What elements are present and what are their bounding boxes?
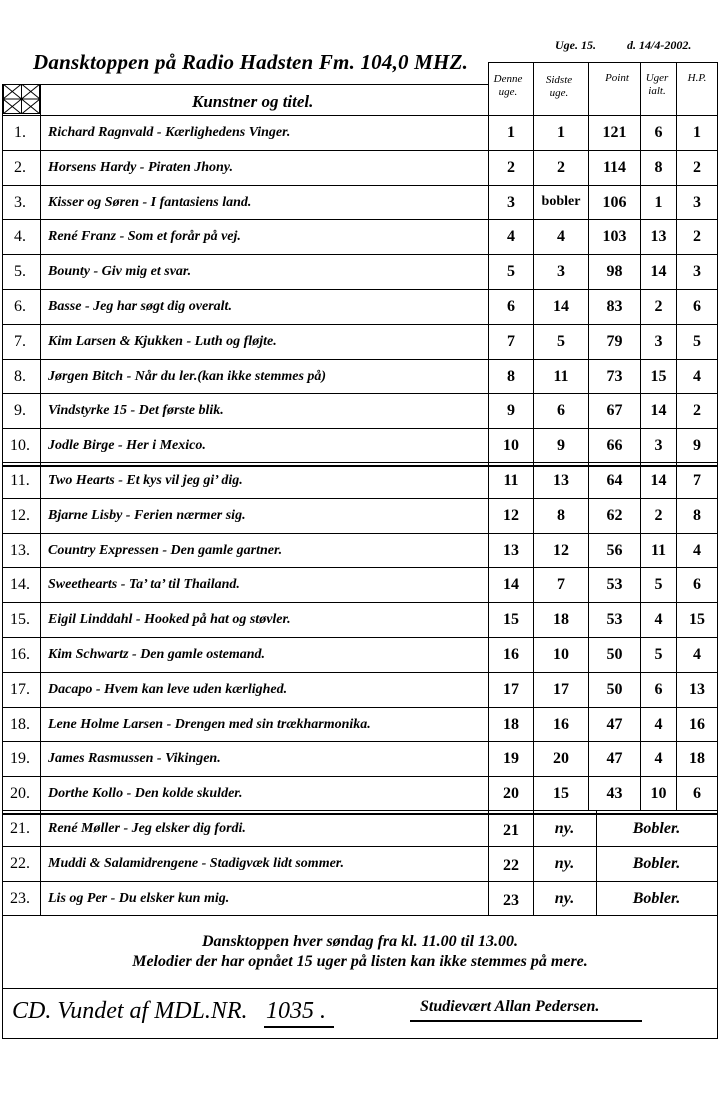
cd-winner-label: CD. Vundet af MDL.NR.: [12, 998, 248, 1024]
song-title: Basse - Jeg har søgt dig overalt.: [48, 299, 232, 314]
points-value: 114: [602, 159, 627, 176]
last-week-position: bobler: [541, 194, 581, 209]
this-week-position: 2: [507, 159, 515, 176]
last-week-position: 14: [553, 298, 569, 315]
this-week-position: 3: [507, 194, 515, 211]
last-week-position: 18: [553, 611, 569, 628]
this-week-position: 21: [503, 822, 519, 839]
last-week-position: 10: [553, 646, 569, 663]
bubbler-status: Bobler.: [632, 820, 681, 837]
points-value: 50: [606, 646, 623, 663]
points-value: 53: [606, 611, 623, 628]
last-week-position: 16: [553, 716, 569, 733]
rank-number: 21.: [10, 820, 30, 837]
last-week-position: 4: [557, 228, 565, 245]
song-title: Two Hearts - Et kys vil jeg gi’ dig.: [48, 473, 243, 488]
points-value: 67: [606, 402, 623, 419]
song-title: Kisser og Søren - I fantasiens land.: [48, 195, 252, 210]
points-value: 73: [606, 368, 623, 385]
points-value: 98: [606, 263, 623, 280]
rank-number: 3.: [14, 194, 26, 211]
highest-position-value: 16: [689, 716, 705, 733]
song-title: Lene Holme Larsen - Drengen med sin trækharmonika.: [48, 717, 371, 732]
highest-position-value: 7: [693, 472, 701, 489]
this-week-position: 22: [503, 857, 519, 874]
song-title: Jodle Birge - Her i Mexico.: [48, 438, 206, 453]
weeks-total-value: 5: [654, 576, 663, 593]
rank-number: 6.: [14, 298, 26, 315]
last-week-position: 13: [553, 472, 569, 489]
weeks-total-value: 4: [654, 716, 663, 733]
highest-position-value: 2: [693, 159, 701, 176]
last-week-new-label: ny.: [554, 855, 575, 872]
rank-number: 10.: [10, 437, 30, 454]
points-value: 106: [602, 194, 627, 211]
col-points-header: Point: [605, 72, 629, 84]
rank-number: 19.: [10, 750, 30, 767]
points-value: 43: [606, 785, 623, 802]
weeks-total-value: 5: [654, 646, 663, 663]
points-value: 64: [606, 472, 623, 489]
col-last-week-header: Sidste uge.: [545, 74, 573, 99]
broadcast-time: Dansktoppen hver søndag fra kl. 11.00 til 13.00.: [201, 933, 519, 950]
page-title: Dansktoppen på Radio Hadsten Fm. 104,0 MHZ.: [33, 50, 469, 74]
highest-position-value: 4: [693, 646, 701, 663]
this-week-position: 18: [503, 716, 519, 733]
song-title: Horsens Hardy - Piraten Jhony.: [48, 160, 233, 175]
highest-position-value: 6: [693, 298, 701, 315]
weeks-total-value: 4: [654, 611, 663, 628]
points-value: 121: [602, 124, 627, 141]
bubbler-status: Bobler.: [632, 855, 681, 872]
week-number: Uge. 15.: [555, 38, 596, 52]
col-hp-header: H.P.: [687, 72, 707, 84]
weeks-total-value: 6: [654, 124, 663, 141]
last-week-position: 5: [557, 333, 565, 350]
highest-position-value: 6: [693, 785, 701, 802]
points-value: 47: [606, 750, 623, 767]
rank-number: 23.: [10, 890, 30, 907]
song-title: Dacapo - Hvem kan leve uden kærlighed.: [48, 682, 288, 697]
rank-number: 1.: [14, 124, 26, 141]
this-week-position: 1: [507, 124, 515, 141]
this-week-position: 5: [507, 263, 515, 280]
highest-position-value: 5: [693, 333, 701, 350]
weeks-total-value: 1: [654, 194, 663, 211]
highest-position-value: 3: [693, 263, 701, 280]
weeks-total-value: 3: [654, 437, 663, 454]
rank-number: 20.: [10, 785, 30, 802]
points-value: 53: [606, 576, 623, 593]
this-week-position: 11: [503, 472, 519, 489]
weeks-total-value: 8: [654, 159, 663, 176]
last-week-position: 6: [557, 402, 565, 419]
last-week-position: 15: [553, 785, 569, 802]
this-week-position: 17: [503, 681, 519, 698]
points-value: 103: [602, 228, 627, 245]
weeks-total-value: 2: [654, 507, 663, 524]
highest-position-value: 6: [693, 576, 701, 593]
points-value: 50: [606, 681, 623, 698]
this-week-position: 9: [507, 402, 515, 419]
song-title: Bounty - Giv mig et svar.: [48, 264, 192, 279]
rank-number: 11.: [10, 472, 30, 489]
rank-number: 12.: [10, 507, 30, 524]
song-title: Bjarne Lisby - Ferien nærmer sig.: [48, 508, 246, 523]
highest-position-value: 1: [693, 124, 701, 141]
rank-number: 15.: [10, 611, 30, 628]
song-title: René Franz - Som et forår på vej.: [48, 229, 241, 244]
rank-number: 7.: [14, 333, 26, 350]
weeks-total-value: 6: [654, 681, 663, 698]
rank-number: 13.: [10, 542, 30, 559]
last-week-position: 7: [557, 576, 565, 593]
highest-position-value: 15: [689, 611, 705, 628]
last-week-position: 2: [557, 159, 565, 176]
date: d. 14/4-2002.: [627, 38, 692, 52]
bubbler-status: Bobler.: [632, 890, 681, 907]
song-title: Kim Schwartz - Den gamle ostemand.: [48, 647, 266, 662]
highest-position-value: 9: [693, 437, 701, 454]
weeks-total-value: 11: [650, 542, 667, 559]
this-week-position: 20: [503, 785, 519, 802]
song-title: Vindstyrke 15 - Det første blik.: [48, 403, 224, 418]
rank-number: 2.: [14, 159, 26, 176]
artist-title-header: Kunstner og titel.: [192, 92, 314, 111]
song-title: René Møller - Jeg elsker dig fordi.: [48, 821, 246, 836]
studio-host: Studievært Allan Pedersen.: [420, 998, 600, 1015]
rule-note: Melodier der har opnået 15 uger på listen kan ikke stemmes på mere.: [132, 953, 588, 970]
last-week-position: 12: [553, 542, 569, 559]
song-title: Kim Larsen & Kjukken - Luth og fløjte.: [48, 334, 277, 349]
last-week-position: 11: [553, 368, 569, 385]
weeks-total-value: 14: [650, 402, 667, 419]
highest-position-value: 4: [693, 368, 701, 385]
weeks-total-value: 14: [650, 263, 667, 280]
song-title: Country Expressen - Den gamle gartner.: [48, 543, 283, 558]
this-week-position: 19: [503, 750, 519, 767]
this-week-position: 10: [503, 437, 519, 454]
rank-number: 14.: [10, 576, 30, 593]
this-week-position: 12: [503, 507, 519, 524]
last-week-new-label: ny.: [554, 820, 575, 837]
last-week-new-label: ny.: [554, 890, 575, 907]
rank-number: 9.: [14, 402, 26, 419]
song-title: Sweethearts - Ta’ ta’ til Thailand.: [48, 577, 240, 592]
last-week-position: 3: [557, 263, 565, 280]
col-weeks-total-header: Uger ialt.: [645, 72, 669, 97]
col-this-week-header: Denne uge.: [493, 73, 523, 98]
song-title: Jørgen Bitch - Når du ler.(kan ikke stemmes på): [48, 369, 327, 384]
points-value: 66: [606, 437, 623, 454]
cd-winner-number: 1035 .: [266, 998, 326, 1024]
highest-position-value: 4: [693, 542, 701, 559]
this-week-position: 13: [503, 542, 519, 559]
song-title: Dorthe Kollo - Den kolde skulder.: [48, 786, 243, 801]
weeks-total-value: 3: [654, 333, 663, 350]
this-week-position: 8: [507, 368, 515, 385]
this-week-position: 6: [507, 298, 515, 315]
points-value: 79: [606, 333, 623, 350]
highest-position-value: 13: [689, 681, 705, 698]
last-week-position: 8: [557, 507, 565, 524]
weeks-total-value: 14: [650, 472, 667, 489]
weeks-total-value: 15: [650, 368, 667, 385]
song-title: Eigil Linddahl - Hooked på hat og støvler.: [48, 612, 291, 627]
points-value: 56: [606, 542, 623, 559]
last-week-position: 17: [553, 681, 569, 698]
song-title: James Rasmussen - Vikingen.: [48, 751, 221, 766]
corner-crosshatch-icon: [3, 84, 40, 114]
footer-info: [2, 932, 718, 972]
highest-position-value: 8: [693, 507, 701, 524]
rank-number: 16.: [10, 646, 30, 663]
this-week-position: 4: [507, 228, 515, 245]
this-week-position: 14: [503, 576, 519, 593]
last-week-position: 1: [557, 124, 565, 141]
highest-position-value: 18: [689, 750, 705, 767]
song-title: Lis og Per - Du elsker kun mig.: [48, 891, 230, 906]
rank-number: 8.: [14, 368, 26, 385]
points-value: 47: [606, 716, 623, 733]
highest-position-value: 2: [693, 402, 701, 419]
weeks-total-value: 4: [654, 750, 663, 767]
song-title: Muddi & Salamidrengene - Stadigvæk lidt sommer.: [48, 856, 344, 871]
highest-position-value: 2: [693, 228, 701, 245]
rank-number: 18.: [10, 716, 30, 733]
rank-number: 5.: [14, 263, 26, 280]
this-week-position: 15: [503, 611, 519, 628]
weeks-total-value: 13: [650, 228, 667, 245]
last-week-position: 9: [557, 437, 565, 454]
points-value: 83: [606, 298, 623, 315]
this-week-position: 23: [503, 892, 519, 909]
song-title: Richard Ragnvald - Kærlighedens Vinger.: [48, 125, 291, 140]
weeks-total-value: 2: [654, 298, 663, 315]
weeks-total-value: 10: [650, 785, 667, 802]
highest-position-value: 3: [693, 194, 701, 211]
last-week-position: 20: [553, 750, 569, 767]
rank-number: 22.: [10, 855, 30, 872]
points-value: 62: [606, 507, 623, 524]
this-week-position: 16: [503, 646, 519, 663]
this-week-position: 7: [507, 333, 515, 350]
rank-number: 4.: [14, 228, 26, 245]
rank-number: 17.: [10, 681, 30, 698]
